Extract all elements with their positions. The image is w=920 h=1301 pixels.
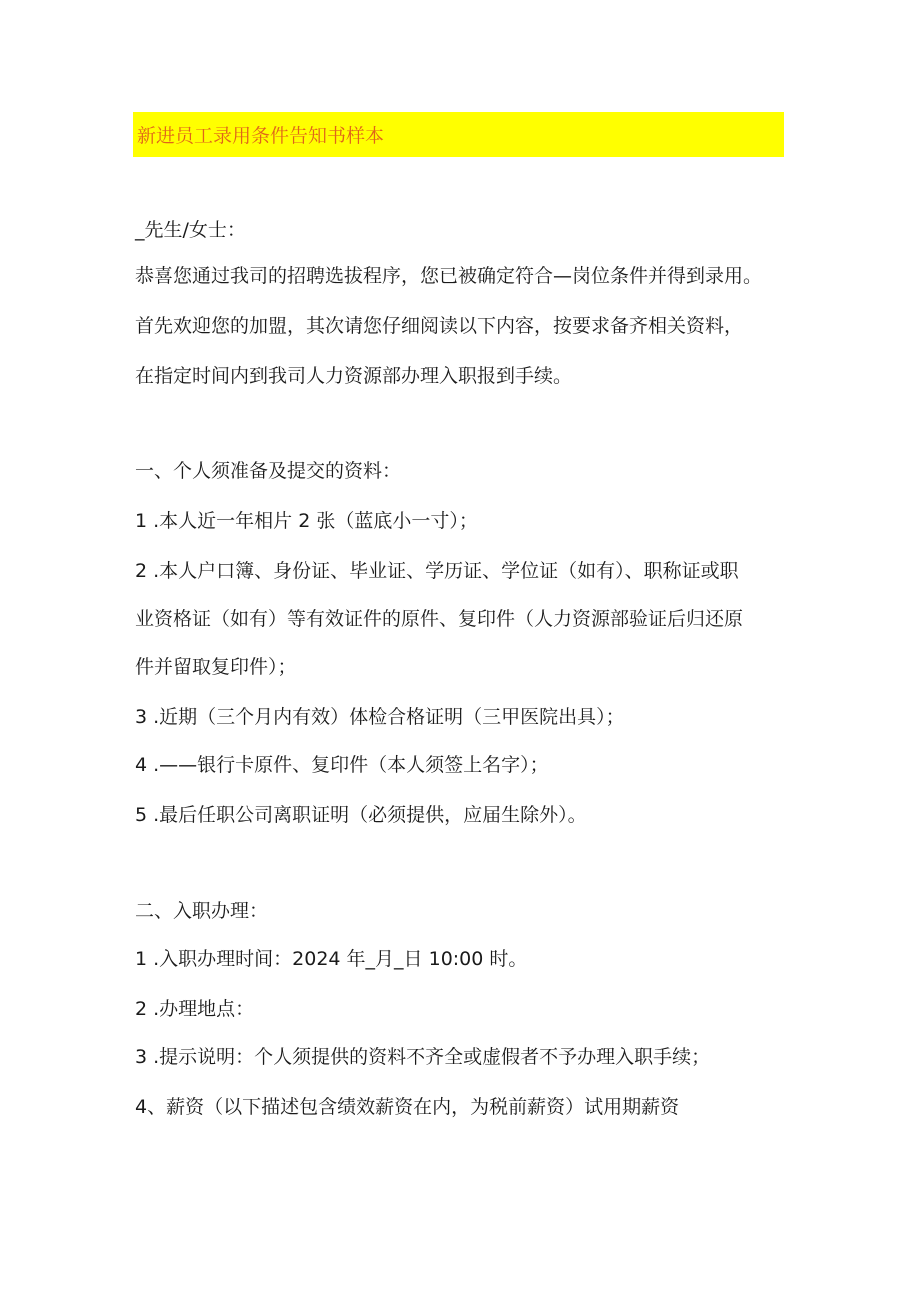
intro-line: 首先欢迎您的加盟，其次请您仔细阅读以下内容，按要求备齐相关资料， xyxy=(135,315,744,337)
list-item: 2 .办理地点： xyxy=(135,998,255,1020)
list-item: 业资格证（如有）等有效证件的原件、复印件（人力资源部验证后归还原 xyxy=(135,608,744,630)
intro-line: 恭喜您通过我司的招聘选拔程序，您已被确定符合—岗位条件并得到录用。 xyxy=(135,265,763,287)
list-item: 4、薪资（以下描述包含绩效薪资在内，为税前薪资）试用期薪资 xyxy=(135,1096,680,1118)
section-heading: 一、个人须准备及提交的资料： xyxy=(135,460,402,482)
intro-line: 在指定时间内到我司人力资源部办理入职报到手续。 xyxy=(135,365,573,387)
greeting: _先生/女士： xyxy=(135,219,246,241)
list-item: 3 .近期（三个月内有效）体检合格证明（三甲医院出具）； xyxy=(135,706,625,728)
title-highlight xyxy=(133,112,784,157)
list-item: 3 .提示说明：个人须提供的资料不齐全或虚假者不予办理入职手续； xyxy=(135,1046,711,1068)
document-title: 新进员工录用条件告知书样本 xyxy=(137,125,385,147)
list-item: 5 .最后任职公司离职证明（必须提供，应届生除外）。 xyxy=(135,804,587,826)
section-heading: 二、入职办理： xyxy=(135,900,269,922)
list-item: 1 .本人近一年相片 2 张（蓝底小一寸）； xyxy=(135,510,478,532)
list-item: 4 .——银行卡原件、复印件（本人须签上名字）； xyxy=(135,754,549,776)
list-item: 1 .入职办理时间：2024 年_月_日 10:00 时。 xyxy=(135,948,528,970)
list-item: 件并留取复印件）； xyxy=(135,656,297,678)
list-item: 2 .本人户口簿、身份证、毕业证、学历证、学位证（如有）、职称证或职 xyxy=(135,560,739,582)
